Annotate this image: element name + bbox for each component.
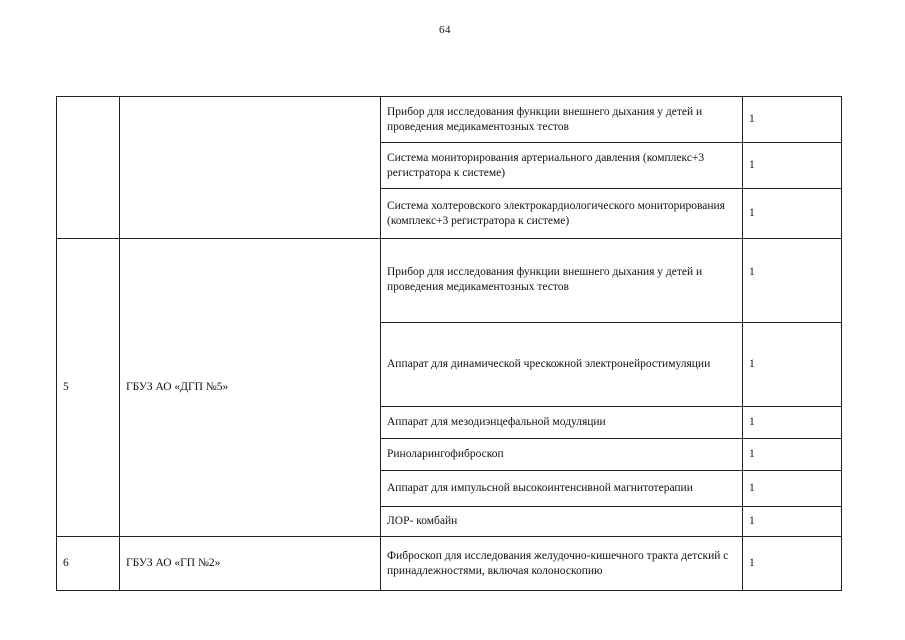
- quantity-cell: 1: [743, 143, 842, 189]
- quantity-cell: 1: [743, 537, 842, 591]
- quantity-cell: 1: [743, 507, 842, 537]
- quantity-cell: 1: [743, 97, 842, 143]
- equipment-name-cell: Прибор для исследования функции внешнего дыхания у детей и проведения медикаментозных тестов: [381, 239, 743, 323]
- equipment-name-cell: Прибор для исследования функции внешнего дыхания у детей и проведения медикаментозных тестов: [381, 97, 743, 143]
- quantity-cell: 1: [743, 239, 842, 323]
- equipment-name-cell: Фиброскоп для исследования желудочно-кишечного тракта детский с принадлежностями, включая колоноскопию: [381, 537, 743, 591]
- row-number-cell: 6: [57, 537, 120, 591]
- page-number: 64: [439, 24, 451, 36]
- quantity-cell: 1: [743, 189, 842, 239]
- organization-cell: ГБУЗ АО «ДГП №5»: [120, 239, 381, 537]
- table-row: [57, 239, 842, 323]
- equipment-name-cell: Аппарат для мезодиэнцефальной модуляции: [381, 407, 743, 439]
- equipment-name-cell: Система мониторирования артериального давления (комплекс+3 регистратора к системе): [381, 143, 743, 189]
- organization-cell: ГБУЗ АО «ГП №2»: [120, 537, 381, 591]
- quantity-cell: 1: [743, 323, 842, 407]
- quantity-cell: 1: [743, 407, 842, 439]
- equipment-table: [56, 96, 842, 591]
- equipment-name-cell: ЛОР- комбайн: [381, 507, 743, 537]
- table-row: [57, 97, 842, 143]
- row-number-cell: [57, 97, 120, 239]
- table-row: [57, 537, 842, 591]
- equipment-name-cell: Риноларингофиброскоп: [381, 439, 743, 471]
- organization-cell: [120, 97, 381, 239]
- equipment-name-cell: Аппарат для импульсной высокоинтенсивной магнитотерапии: [381, 471, 743, 507]
- quantity-cell: 1: [743, 439, 842, 471]
- equipment-name-cell: Аппарат для динамической чрескожной электронейростимуляции: [381, 323, 743, 407]
- row-number-cell: 5: [57, 239, 120, 537]
- equipment-name-cell: Система холтеровского электрокардиологического мониторирования (комплекс+3 регистратора к системе): [381, 189, 743, 239]
- quantity-cell: 1: [743, 471, 842, 507]
